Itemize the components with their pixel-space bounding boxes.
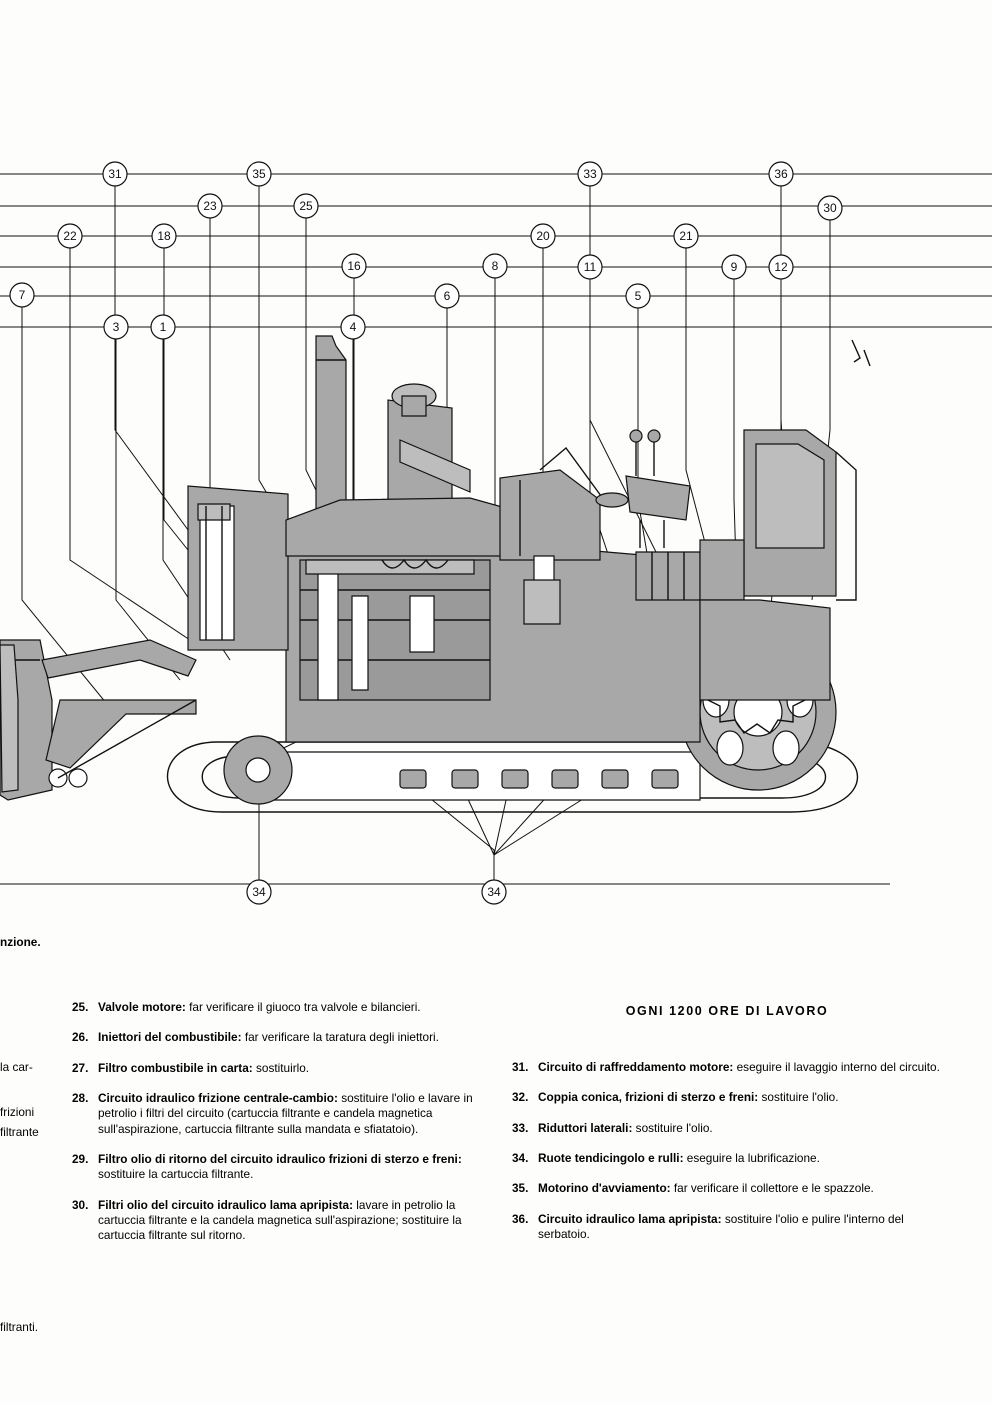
callout-3 bbox=[104, 315, 128, 339]
svg-text:21: 21 bbox=[679, 229, 693, 243]
item-body bbox=[538, 1090, 942, 1105]
machine-illustration bbox=[0, 336, 870, 812]
callout-35 bbox=[247, 162, 271, 186]
callout-12 bbox=[769, 255, 793, 279]
svg-text:18: 18 bbox=[157, 229, 171, 243]
callout-25 bbox=[294, 194, 318, 218]
list-item bbox=[512, 1212, 942, 1243]
item-body bbox=[98, 1198, 492, 1244]
svg-text:11: 11 bbox=[583, 260, 597, 274]
callout-16 bbox=[342, 254, 366, 278]
callout-4 bbox=[341, 315, 365, 339]
item-text: sostituire l'olio. bbox=[632, 1120, 713, 1135]
item-body bbox=[538, 1151, 942, 1166]
item-number: 36. bbox=[512, 1211, 529, 1226]
svg-text:6: 6 bbox=[443, 289, 451, 303]
callout-9 bbox=[722, 255, 746, 279]
svg-text:20: 20 bbox=[536, 229, 550, 243]
left-column bbox=[72, 1000, 492, 1259]
callout-11 bbox=[578, 255, 602, 279]
svg-text:8: 8 bbox=[491, 259, 499, 273]
item-text: far verificare la taratura degli iniettori. bbox=[241, 1030, 439, 1045]
list-item bbox=[72, 1030, 492, 1045]
item-body bbox=[538, 1212, 942, 1243]
item-text: sostituire la cartuccia filtrante. bbox=[98, 1167, 254, 1182]
item-text: sostituire l'olio e lavare in petrolio i filtri del circuito (cartuccia filtrante e candela magnetica sull'aspirazione, cartuccia filtrante sulla mandata e sfiatatoio). bbox=[98, 1090, 473, 1136]
svg-text:16: 16 bbox=[347, 259, 361, 273]
callout-7 bbox=[10, 283, 34, 307]
callout-30 bbox=[818, 196, 842, 220]
item-number: 31. bbox=[512, 1060, 529, 1074]
callout-1 bbox=[151, 315, 175, 339]
item-body bbox=[538, 1121, 942, 1136]
item-title: Coppia conica, frizioni di sterzo e freni: bbox=[538, 1090, 759, 1105]
svg-text:33: 33 bbox=[583, 167, 597, 181]
fragment-filtranti: filtranti. bbox=[0, 1320, 39, 1334]
svg-text:25: 25 bbox=[299, 199, 313, 213]
item-text: eseguire la lubrificazione. bbox=[683, 1150, 820, 1165]
svg-text:4: 4 bbox=[349, 320, 357, 334]
callout-20 bbox=[531, 224, 555, 248]
item-title: Circuito di raffreddamento motore: bbox=[538, 1060, 734, 1074]
svg-text:9: 9 bbox=[730, 260, 738, 274]
item-number: 32. bbox=[512, 1090, 529, 1105]
item-number: 26. bbox=[72, 1030, 89, 1045]
list-item bbox=[72, 1000, 492, 1015]
callout-circles-top bbox=[10, 162, 842, 339]
item-number: 33. bbox=[512, 1120, 529, 1135]
callout-34-right bbox=[482, 880, 506, 904]
item-text: lavare in petrolio la cartuccia filtrante e la candela magnetica sull'aspirazione; sostituire la cartuccia filtrante sul ritorno. bbox=[98, 1197, 462, 1243]
item-body bbox=[538, 1181, 942, 1196]
list-item bbox=[512, 1090, 942, 1105]
svg-text:35: 35 bbox=[252, 167, 266, 181]
list-item bbox=[72, 1198, 492, 1244]
item-title: Ruote tendicingolo e rulli: bbox=[538, 1150, 684, 1165]
svg-text:12: 12 bbox=[774, 260, 788, 274]
item-text: sostituire l'olio. bbox=[758, 1090, 839, 1105]
svg-text:30: 30 bbox=[823, 201, 837, 215]
fragment-la-car: la car- bbox=[0, 1060, 33, 1074]
callout-31 bbox=[103, 162, 127, 186]
item-text: far verificare il collettore e le spazzole. bbox=[670, 1181, 874, 1196]
svg-text:34: 34 bbox=[487, 885, 501, 899]
fragment-caption: nzione. bbox=[0, 935, 41, 949]
item-number: 27. bbox=[72, 1060, 89, 1075]
callout-22 bbox=[58, 224, 82, 248]
list-item bbox=[512, 1151, 942, 1166]
svg-text:31: 31 bbox=[108, 167, 122, 181]
item-body bbox=[98, 1000, 492, 1015]
item-title: Circuito idraulico lama apripista: bbox=[538, 1211, 722, 1226]
item-title: Iniettori del combustibile: bbox=[98, 1030, 242, 1045]
item-title: Circuito idraulico frizione centrale-cambio: bbox=[98, 1090, 338, 1105]
callout-36 bbox=[769, 162, 793, 186]
item-body bbox=[98, 1030, 492, 1045]
callout-18 bbox=[152, 224, 176, 248]
item-number: 35. bbox=[512, 1181, 529, 1196]
svg-text:34: 34 bbox=[252, 885, 266, 899]
svg-text:22: 22 bbox=[63, 229, 77, 243]
list-item bbox=[72, 1061, 492, 1076]
item-text: far verificare il giuoco tra valvole e bilancieri. bbox=[185, 1000, 421, 1014]
svg-text:23: 23 bbox=[203, 199, 217, 213]
svg-text:1: 1 bbox=[159, 320, 167, 334]
item-number: 30. bbox=[72, 1197, 89, 1212]
right-column bbox=[512, 1060, 942, 1257]
item-number: 34. bbox=[512, 1150, 529, 1165]
callout-34-left bbox=[247, 880, 271, 904]
fragment-frizioni: frizioni bbox=[0, 1105, 35, 1119]
item-title: Motorino d'avviamento: bbox=[538, 1181, 671, 1196]
item-text: sostituire l'olio e pulire l'interno del serbatoio. bbox=[538, 1211, 904, 1241]
item-title: Filtro olio di ritorno del circuito idraulico frizioni di sterzo e freni: bbox=[98, 1151, 462, 1166]
item-body bbox=[538, 1060, 942, 1075]
item-text: sostituirlo. bbox=[252, 1060, 310, 1075]
fragment-filtrante: filtrante bbox=[0, 1125, 39, 1139]
item-title: Filtri olio del circuito idraulico lama apripista: bbox=[98, 1197, 353, 1212]
item-body bbox=[98, 1091, 492, 1137]
callout-8 bbox=[483, 254, 507, 278]
item-number: 28. bbox=[72, 1090, 89, 1105]
item-body bbox=[98, 1061, 492, 1076]
item-number: 29. bbox=[72, 1151, 89, 1166]
svg-text:7: 7 bbox=[18, 288, 26, 302]
list-item bbox=[72, 1152, 492, 1183]
section-heading: OGNI 1200 ORE DI LAVORO bbox=[625, 1004, 829, 1018]
item-title: Valvole motore: bbox=[98, 1000, 186, 1014]
item-text: eseguire il lavaggio interno del circuito. bbox=[733, 1060, 940, 1074]
list-item bbox=[512, 1121, 942, 1136]
list-item bbox=[512, 1060, 942, 1075]
svg-text:36: 36 bbox=[774, 167, 788, 181]
idler-wheel bbox=[224, 736, 292, 804]
maintenance-text bbox=[0, 920, 992, 1403]
callout-23 bbox=[198, 194, 222, 218]
callout-6 bbox=[435, 284, 459, 308]
item-title: Filtro combustibile in carta: bbox=[98, 1060, 253, 1075]
item-number: 25. bbox=[72, 1000, 89, 1014]
callout-5 bbox=[626, 284, 650, 308]
svg-text:3: 3 bbox=[112, 320, 120, 334]
item-title: Riduttori laterali: bbox=[538, 1120, 633, 1135]
item-body bbox=[98, 1152, 492, 1183]
svg-text:5: 5 bbox=[634, 289, 642, 303]
list-item bbox=[72, 1091, 492, 1137]
list-item bbox=[512, 1181, 942, 1196]
callout-21 bbox=[674, 224, 698, 248]
callout-33 bbox=[578, 162, 602, 186]
